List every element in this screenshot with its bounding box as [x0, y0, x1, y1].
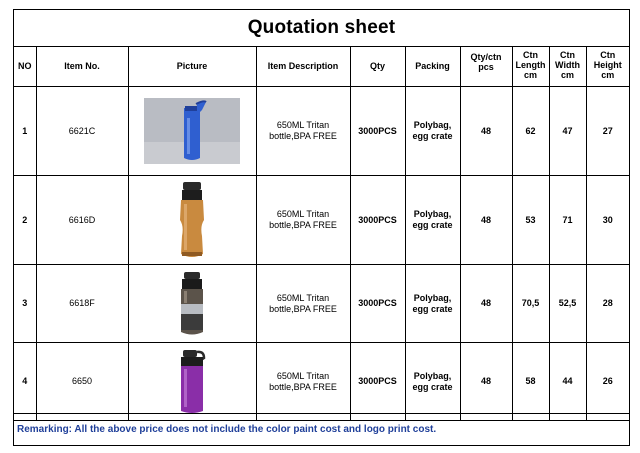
row-qty-ctn: 48: [460, 265, 512, 343]
row-qty-ctn: 48: [460, 87, 512, 176]
row-qty-ctn: 48: [460, 176, 512, 265]
row-ctn-length: 70,5: [512, 265, 549, 343]
header-ctn-height: Ctn Height cm: [586, 46, 629, 87]
row-item-no: 6621C: [36, 87, 128, 176]
row-no: 3: [14, 265, 36, 343]
row-ctn-width: 71: [549, 176, 586, 265]
row-ctn-length: 53: [512, 176, 549, 265]
row-packing: Polybag, egg crate: [405, 176, 460, 265]
row-qty-ctn: 48: [460, 343, 512, 421]
remark-text: Remarking: All the above price does not include the color paint cost and logo print cost.: [17, 424, 437, 435]
row-no: 4: [14, 343, 36, 421]
row-picture: [128, 176, 256, 265]
table-row: [14, 265, 629, 343]
row-description: 650ML Tritan bottle,BPA FREE: [256, 265, 350, 343]
header-packing: Packing: [405, 46, 460, 87]
black-clear-bottle-photo: [172, 270, 212, 338]
row-packing: Polybag, egg crate: [405, 343, 460, 421]
header-qty-ctn: Qty/ctn pcs: [460, 46, 512, 87]
row-qty: 3000PCS: [350, 343, 405, 421]
blue-bottle-photo: [144, 98, 240, 164]
row-item-no: 6616D: [36, 176, 128, 265]
header-row: [14, 46, 629, 87]
row-ctn-length: 58: [512, 343, 549, 421]
table-row: [14, 87, 629, 176]
row-ctn-width: 47: [549, 87, 586, 176]
row-picture: [128, 87, 256, 176]
row-packing: Polybag, egg crate: [405, 265, 460, 343]
row-ctn-width: 44: [549, 343, 586, 421]
row-picture: [128, 343, 256, 421]
quotation-table: [14, 46, 629, 421]
header-item-description: Item Description: [256, 46, 350, 87]
row-description: 650ML Tritan bottle,BPA FREE: [256, 87, 350, 176]
row-qty: 3000PCS: [350, 265, 405, 343]
row-ctn-height: 27: [586, 87, 629, 176]
header-picture: Picture: [128, 46, 256, 87]
header-item-no: Item No.: [36, 46, 128, 87]
header-ctn-length: Ctn Length cm: [512, 46, 549, 87]
row-description: 650ML Tritan bottle,BPA FREE: [256, 176, 350, 265]
row-picture: [128, 265, 256, 343]
row-ctn-width: 52,5: [549, 265, 586, 343]
header-qty: Qty: [350, 46, 405, 87]
purple-bottle-photo: [172, 348, 212, 416]
row-ctn-height: 28: [586, 265, 629, 343]
orange-bottle-photo: [170, 180, 214, 260]
row-no: 1: [14, 87, 36, 176]
row-qty: 3000PCS: [350, 176, 405, 265]
title-row: [14, 10, 629, 47]
header-ctn-width: Ctn Width cm: [549, 46, 586, 87]
header-no: NO: [14, 46, 36, 87]
row-description: 650ML Tritan bottle,BPA FREE: [256, 343, 350, 421]
row-item-no: 6618F: [36, 265, 128, 343]
table-row: [14, 176, 629, 265]
row-qty: 3000PCS: [350, 87, 405, 176]
row-ctn-length: 62: [512, 87, 549, 176]
table-row: [14, 343, 629, 421]
row-ctn-height: 26: [586, 343, 629, 421]
row-no: 2: [14, 176, 36, 265]
row-ctn-height: 30: [586, 176, 629, 265]
sheet-title: Quotation sheet: [247, 17, 396, 38]
quotation-sheet: [13, 9, 630, 446]
remark-row: [14, 413, 629, 445]
row-item-no: 6650: [36, 343, 128, 421]
row-packing: Polybag, egg crate: [405, 87, 460, 176]
